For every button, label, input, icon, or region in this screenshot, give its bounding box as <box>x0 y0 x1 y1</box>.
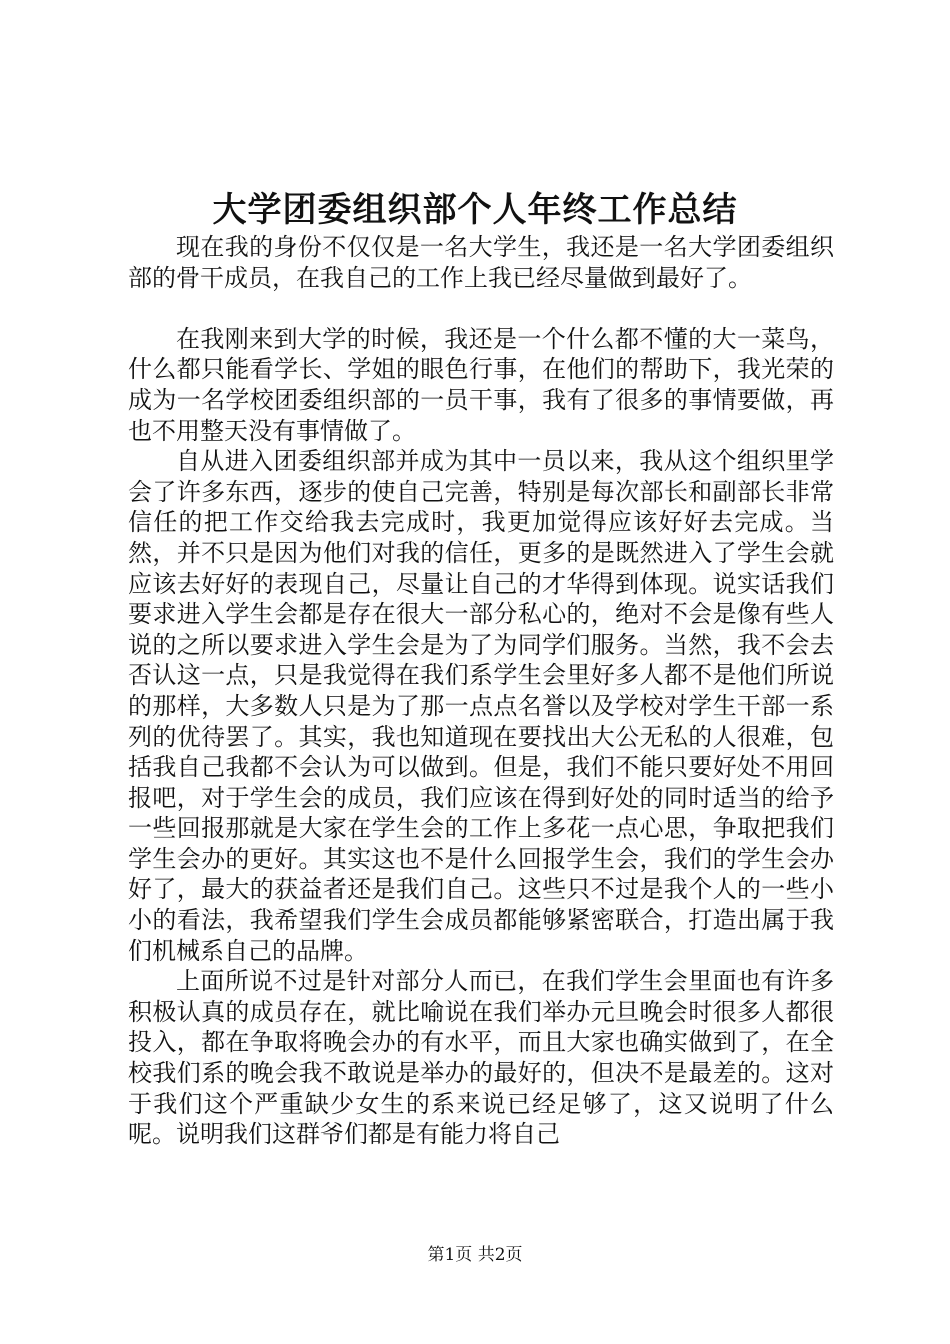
document-title: 大学团委组织部个人年终工作总结 <box>212 190 738 230</box>
page-number-footer: 第1页 共2页 <box>427 1245 523 1265</box>
paragraph-1: 现在我的身份不仅仅是一名大学生，我还是一名大学团委组织部的骨干成员，在我自己的工作上我已经尽量做到最好了。 <box>128 233 834 292</box>
paragraph-2: 在我刚来到大学的时候，我还是一个什么都不懂的大一菜鸟，什么都只能看学长、学姐的眼色行事，在他们的帮助下，我光荣的成为一名学校团委组织部的一员干事，我有了很多的事情要做，再也不用整天没有事情做了。 <box>128 324 834 445</box>
document-body <box>128 232 834 1150</box>
paragraph-3: 自从进入团委组织部并成为其中一员以来，我从这个组织里学会了许多东西，逐步的使自己完善，特别是每次部长和副部长非常信任的把工作交给我去完成时，我更加觉得应该好好去完成。当然，并不只是因为他们对我的信任，更多的是既然进入了学生会就应该去好好的表现自己，尽量让自己的才华得到体现。说实话我们要求进入学生会都是存在很大一部分私心的，绝对不会是像有些人说的之所以要求进入学生会是为了为同学们服务。当然，我不会去否认这一点，只是我觉得在我们系学生会里好多人都不是他们所说的那样，大多数人只是为了那一点点名誉以及学校对学生干部一系列的优待罢了。其实，我也知道现在要找出大公无私的人很难，包括我自己我都不会认为可以做到。但是，我们不能只要好处不用回报吧，对于学生会的成员，我们应该在得到好处的同时适当的给予一些回报那就是大家在学生会的工作上多花一点心思，争取把我们学生会办的更好。其实这也不是什么回报学生会，我们的学生会办好了，最大的获益者还是我们自己。这些只不过是我个人的一些小小的看法，我希望我们学生会成员都能够紧密联合，打造出属于我们机械系自己的品牌。 <box>128 447 834 965</box>
paragraph-4: 上面所说不过是针对部分人而已，在我们学生会里面也有许多积极认真的成员存在，就比喻说在我们举办元旦晚会时很多人都很投入，都在争取将晚会办的有水平，而且大家也确实做到了，在全校我们系的晚会我不敢说是举办的最好的，但决不是最差的。这对于我们这个严重缺少女生的系来说已经足够了，这又说明了什么呢。说明我们这群爷们都是有能力将自己 <box>128 967 834 1149</box>
